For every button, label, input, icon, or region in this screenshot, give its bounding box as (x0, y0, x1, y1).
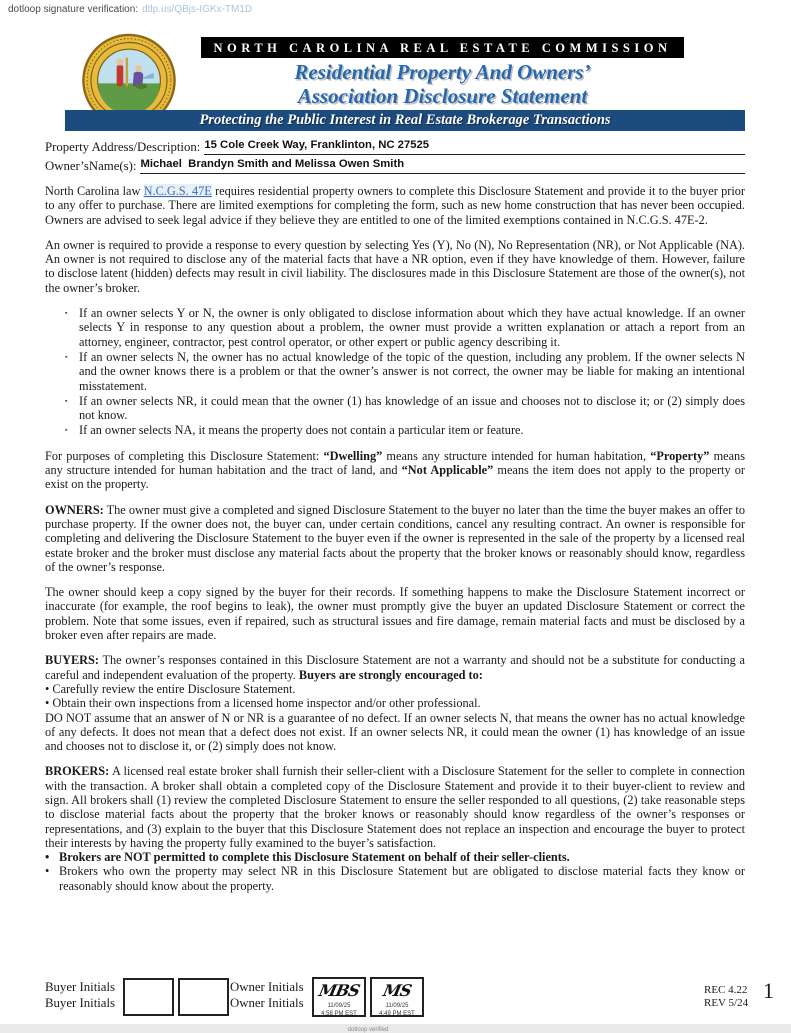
buyers-heading: BUYERS: (45, 653, 99, 668)
owner-names-row (45, 157, 745, 174)
form-revision-block (704, 984, 748, 1009)
list-item (45, 394, 745, 423)
round-bullet-icon: • (45, 850, 50, 865)
commission-name-banner: NORTH CAROLINA REAL ESTATE COMMISSION (201, 37, 684, 58)
def-dwelling-term: “Dwelling” (323, 448, 383, 463)
round-bullet-icon: • (45, 864, 50, 879)
buyer-initials-labels (45, 980, 115, 1011)
square-bullet-icon: ▪ (65, 309, 68, 318)
signature-initials: MBS (317, 981, 362, 1000)
owner-initials-stamp-1[interactable] (312, 977, 366, 1017)
intro-paragraph-2: An owner is required to provide a response to every question by selecting Yes (Y), No (N), No Representation (NR), or Not Applicable (NA). An owner is not required to disclose any of the material facts that have a NR option, even if they have knowledge of them. However, failure to disclose latent (hidden) defects may result in civil liability. The disclosures made in this Disclosure Statement are those of the owner(s), not the owner’s broker. (45, 237, 745, 295)
buyers-encouraged-bold: Buyers are strongly encouraged to: (298, 667, 483, 682)
intro-p1-pre: North Carolina law (45, 184, 144, 198)
owner-initials-stamp-2[interactable] (370, 977, 424, 1017)
bullet-text-na: If an owner selects NA, it means the property does not contain a particular item or feature. (79, 423, 524, 438)
owner-initials-label-2: Owner Initials (230, 995, 304, 1010)
buyer-initials-box-1[interactable] (123, 978, 174, 1016)
buyers-bullet-inspections: • Obtain their own inspections from a licensed home inspector and/or other professional. (45, 696, 481, 711)
bullet-text-n: If an owner selects N, the owner has no actual knowledge of the topic of the question, including any problem. If the owner selects N and the owner knows there is a problem or that the owner’s answer is not correct, the owner may be liable for making an intentional misstatement. (79, 349, 745, 393)
document-title-line1: Residential Property And Owners’ (294, 60, 591, 84)
owner-initials-stamps (312, 977, 424, 1033)
tagline-banner: Protecting the Public Interest in Real Estate Brokerage Transactions (65, 110, 745, 131)
owner-initials-labels (230, 980, 304, 1011)
stamp-time: 4:49 PM EST (379, 1011, 415, 1017)
initials-footer (45, 977, 791, 1033)
intro-paragraph-1 (45, 184, 745, 227)
brokers-heading: BROKERS: (45, 764, 110, 779)
dotloop-verification-label: dotloop signature verification: (8, 4, 139, 15)
buyers-bullet-review: • Carefully review the entire Disclosure Statement. (45, 681, 296, 696)
def-s3: means any structure intended for human habitation and the tract of land, and (45, 448, 745, 478)
brokers-bullet-not-permitted (45, 850, 745, 864)
owner-names-value[interactable]: Michael Brandyn Smith and Melissa Owen Smith (140, 157, 745, 174)
def-s2: means any structure intended for human habitation, (382, 448, 651, 463)
buyer-initials-label-1: Buyer Initials (45, 980, 116, 994)
square-bullet-icon: ▪ (65, 352, 68, 361)
rec-number: REC 4.22 (704, 984, 748, 996)
stamp-date: 11/09/25 (385, 1003, 409, 1009)
buyer-initials-label-2: Buyer Initials (45, 995, 116, 1010)
ncgs-47e-link[interactable]: N.C.G.S. 47E (143, 184, 212, 198)
property-address-label: Property Address/Description: (45, 140, 201, 154)
list-item (45, 423, 745, 437)
buyer-initials-box-2[interactable] (178, 978, 229, 1016)
brokers-own-property-text: Brokers who own the property may select NR in this Disclosure Statement but are obligated to disclose material facts they know or reasonably should know about the property. (59, 864, 745, 893)
owners-paragraph (45, 503, 745, 574)
signature-initials: MS (381, 981, 413, 1000)
square-bullet-icon: ▪ (65, 426, 68, 435)
brokers-text: A licensed real estate broker shall furnish their seller-client with a Disclosure Statement for the seller to complete in connection with the transaction. A broker shall obtain a completed copy of the Disclosure Statement and provide it to their buyer-client to review and sign. All brokers shall (1) review the completed Disclosure Statement to ensure the seller responded to all questions, (2) take reasonable steps to disclose material facts about the property that the broker knows or reasonably should know regardless of the owner’s responses or representations, and (3) explain to the buyer that this Disclosure Statement does not replace an inspection and encourage the buyer to protect their interests by having the property fully examined to the buyer’s satisfaction. (45, 764, 745, 850)
selection-bullet-list (45, 306, 745, 438)
property-address-value[interactable]: 15 Cole Creek Way, Franklinton, NC 27525 (204, 138, 745, 155)
stamp-footnote: dotloop verified (347, 1027, 389, 1033)
def-not-applicable-term: “Not Applicable” (401, 463, 494, 478)
owner-initials-label-1: Owner Initials (230, 980, 304, 994)
stamp-time: 4:58 PM EST (321, 1011, 357, 1017)
form-header-fields (45, 138, 745, 176)
brokers-bullet-own-property (45, 864, 745, 893)
document-body (45, 184, 745, 893)
brokers-not-permitted-text: Brokers are NOT permitted to complete this Disclosure Statement on behalf of their seller-clients. (59, 850, 570, 865)
list-item (45, 350, 745, 393)
list-item (45, 306, 745, 349)
stamp-date: 11/09/25 (327, 1003, 351, 1009)
bullet-text-y-or-n: If an owner selects Y or N, the owner is only obligated to disclose information about which they have actual knowledge. If an owner selects Y in response to any question about a problem, the owner must provide a written explanation or attach a report from an attorney, engineer, contractor, pest control operator, or other expert or public agency describing it. (79, 306, 745, 349)
owner-copy-paragraph: The owner should keep a copy signed by the buyer for their records. If something happens to make the Disclosure Statement incorrect or inaccurate (for example, the roof begins to leak), the owner must promptly give the buyer an updated Disclosure Statement or correct the problem. Note that some issues, even if repaired, such as structural issues and fire damage, remain material facts and must be disclosed by a broker even after repairs are made. (45, 585, 745, 643)
owners-text: The owner must give a completed and signed Disclosure Statement to the buyer no later than the time the buyer makes an offer to purchase property. If the owner does not, the buyer can, under certain conditions, cancel any resulting contract. An owner is responsible for completing and delivering the Disclosure Statement to the buyer even if the owner is represented in the sale of the property by a licensed real estate broker and the broker must disclose any material facts about the property that the broker knows or reasonably should know, regardless of the owner’s response. (45, 502, 745, 574)
document-title-line2: Association Disclosure Statement (297, 84, 588, 108)
rev-number: REV 5/24 (704, 996, 749, 1009)
def-s4: means the item does not apply to the property or exist on the property. (45, 463, 745, 492)
buyer-initials-boxes (123, 978, 229, 1016)
bullet-text-nr: If an owner selects NR, it could mean that the owner (1) has knowledge of an issue and chooses not to disclose it; or (2) simply does not know. (79, 393, 745, 423)
def-s1: For purposes of completing this Disclosure Statement: (45, 448, 324, 463)
dotloop-verification-strip (8, 4, 252, 15)
document-title (201, 60, 684, 108)
owner-names-label: Owner’sName(s): (45, 159, 137, 173)
buyers-text1: The owner’s responses contained in this Disclosure Statement are not a warranty and should not be a substitute for conducting a careful and independent evaluation of the property. (45, 653, 745, 682)
brokers-paragraph (45, 764, 745, 850)
dotloop-verification-link[interactable]: dtlp.us/QBjs-IGKx-TM1D (142, 4, 253, 15)
owners-heading: OWNERS: (45, 502, 104, 517)
square-bullet-icon: ▪ (65, 396, 68, 405)
buyers-do-not-assume-text: DO NOT assume that an answer of N or NR is a guarantee of no defect. If an owner selects N, that means the owner has no actual knowledge of any defects. It does not mean that a defect does not exist. If an owner selects NR, it could mean the owner (1) has knowledge of an issue and chooses not to disclose it, or (2) simply does not know. (45, 710, 745, 754)
definitions-paragraph (45, 449, 745, 492)
page-number: 1 (763, 978, 774, 1003)
property-address-row (45, 138, 745, 155)
buyers-paragraph (45, 653, 745, 753)
intro-p1-post: requires residential property owners to complete this Disclosure Statement and provide it to the buyer prior to any offer to purchase. There are limited exemptions for completing the form, such as new home construction that has never been occupied. Owners are advised to seek legal advice if they believe they are entitled to one of the limited exemptions contained in N.C.G.S. 47E-2. (45, 184, 745, 227)
def-property-term: “Property” (650, 448, 710, 463)
